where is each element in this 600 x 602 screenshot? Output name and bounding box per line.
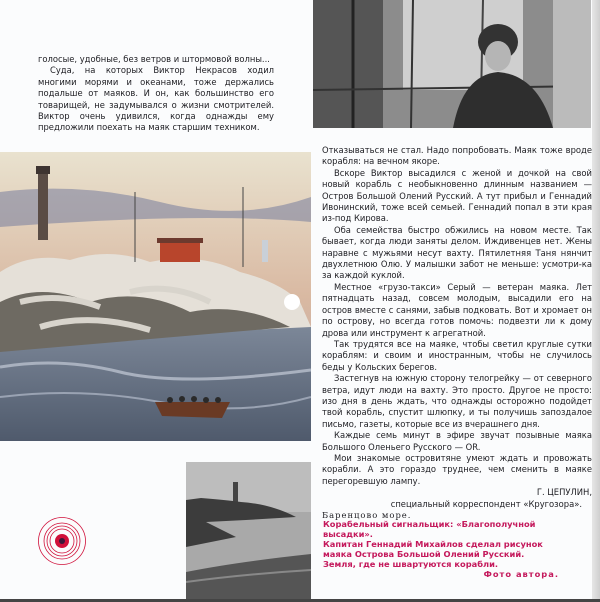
- paragraph: голосые, удобные, без ветров и штормовой волны...: [38, 54, 270, 64]
- photo-lighthouse-shore: [186, 462, 311, 599]
- article-right-column: [322, 145, 592, 521]
- paragraph: Вскоре Виктор высадился с женой и дочкой на свой новый корабль с необыкновенно длинным названием — Остров Большой Олений Русский. А тут прибыл и Геннадий Ивонинский, тоже всей семьей. Геннадий попал в эти края из-под Кирова.: [322, 167, 592, 224]
- paragraph: Мои знакомые островитяне умеют ждать и провожать корабли. А это гораздо труднее, чем сменить в маяке перегоревшую лампу.: [322, 452, 592, 486]
- caption: Капитан Геннадий Михайлов сделал рисунок маяка Острова Большой Олений Русский.: [323, 539, 543, 559]
- article-left-column: [38, 54, 274, 134]
- paragraph: Так трудятся все на маяке, чтобы светил круглые сутки кораблям: и своим и иностранным, чтобы не случилось беды у Кольских берегов.: [322, 338, 592, 372]
- paragraph: Суда, на которых Виктор Некрасов ходил многими морями и океанами, тоже держались подальше от маяков. И он, как большинство его товарищей, не задумывался о жизни смотрителей. Виктор очень удивился, когда однажды ему предложили поехать на маяк старшим техником.: [38, 65, 274, 133]
- photo-ship-signalman: [313, 0, 591, 128]
- paragraph: Отказываться не стал. Надо попробовать. Маяк тоже вроде корабля: на вечном якоре.: [322, 145, 592, 167]
- caption: Земля, где не швартуются корабли.: [323, 559, 499, 569]
- paragraph: Каждые семь минут в эфире звучат позывные маяка Большого Оленьего Русского — OR.: [322, 430, 592, 452]
- paragraph: Местное «грузо-такси» Серый — ветеран маяка. Лет пятнадцать назад, совсем молодым, высадили его на остров вместе с санями, забыв подковать. Вот и хромает он по острову, но всегда готов помочь: подвезти ли к дому дрова или инструмент к агрегатной.: [322, 281, 592, 338]
- photo-credit: Фото автора.: [483, 569, 559, 579]
- author-name: Г. ЦЕПУЛИН,: [536, 487, 592, 498]
- page-edge: [592, 0, 600, 602]
- author-title: специальный корреспондент «Кругозора».: [390, 498, 582, 509]
- caption: Корабельный сигнальщик: «Благополучной высадки».: [323, 519, 536, 539]
- paragraph: Оба семейства быстро обжились на новом месте. Так бывает, когда люди заняты делом. Иждивенцев нет. Жены наравне с мужьями несут вахту. Пятилетняя Таня нянчит двухлетнюю Олю. У малышки забот не меньше: усмотри-ка за каждой куклой.: [322, 224, 592, 281]
- photo-captions: [323, 519, 559, 579]
- paragraph: Застегнув на южную сторону телогрейку — от северного ветра, идут люди на вахту. Это просто. Другое не просто: изо дня в день ждать, что однажды осторожно подойдет твой корабль, спустит шлюпку, и ты получишь запоздалое письмо, газеты, которые все из вчерашнего дня.: [322, 373, 592, 429]
- painting-lighthouse-island: [0, 152, 311, 441]
- dateline-place: Баренцово море.: [322, 510, 412, 520]
- krugozor-logo-icon: [37, 516, 87, 566]
